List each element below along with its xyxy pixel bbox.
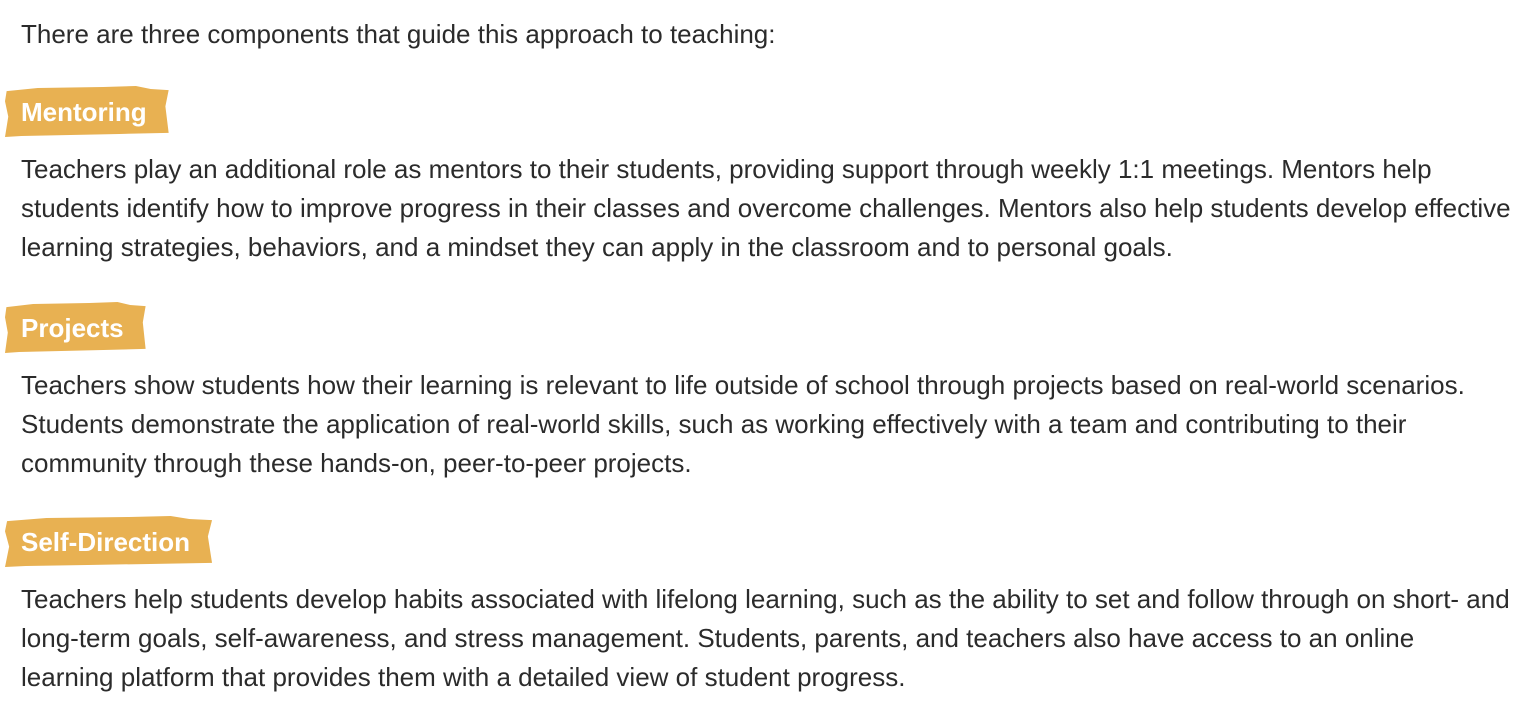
section-projects: [0, 302, 1518, 478]
section-body: Teachers help students develop habits associated with lifelong learning, such as the ability to set and follow through on short- and long-term goals, self-awareness, and stress management. Students, parents, and teachers also have access to an online learning platform that provides them with a detailed view of student progress.: [21, 584, 1510, 692]
section-heading-tag: [5, 86, 169, 137]
section-self-direction: [0, 516, 1518, 692]
section-mentoring: [0, 86, 1518, 262]
section-heading: Mentoring: [21, 97, 147, 127]
section-heading: Self-Direction: [21, 527, 191, 557]
section-body: Teachers show students how their learning is relevant to life outside of school through projects based on real-world scenarios. Students demonstrate the application of real-world skills, such as working effectively with a team and contributing to their community through these hands-on, peer-to-peer projects.: [21, 370, 1465, 478]
section-heading-tag: [5, 516, 212, 567]
intro-text: There are three components that guide this approach to teaching:: [21, 19, 776, 49]
section-heading: Projects: [21, 313, 124, 343]
section-heading-tag: [5, 302, 146, 353]
section-body: Teachers play an additional role as mentors to their students, providing support through weekly 1:1 meetings. Mentors help students identify how to improve progress in their classes and overcome challenges. Mentors also help students develop effective learning strategies, behaviors, and a mindset they can apply in the classroom and to personal goals.: [21, 154, 1511, 262]
